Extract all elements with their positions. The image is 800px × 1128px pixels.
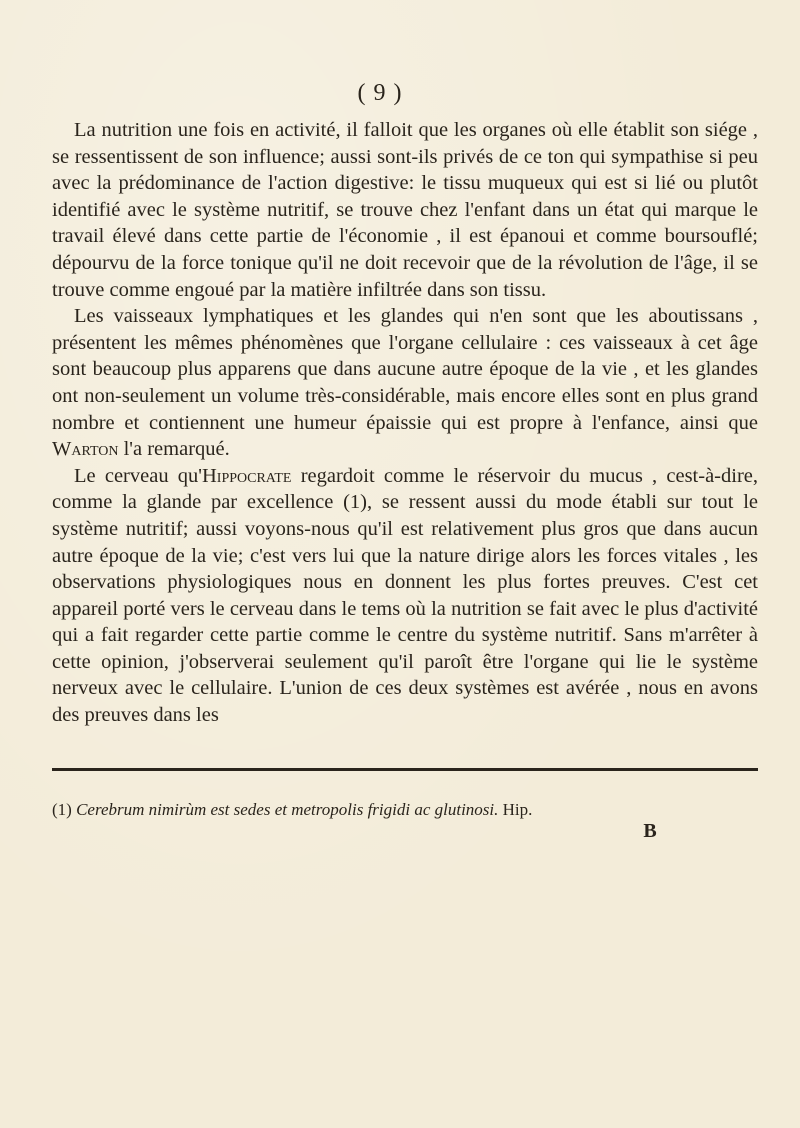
footnote-marker: (1): [52, 800, 72, 819]
author-name: Hippocrate: [201, 464, 292, 487]
paragraph-text: La nutrition une fois en activité, il falloit que les organes où elle établit son siége , se ressentissent de son influence; aussi sont-ils privés de ce ton qui sympathise si peu avec la prédominance de l'action digestive: le tissu muqueux qui est si lié ou plutôt identifié avec le système nutritif, se trouve chez l'enfant dans un état qui marque le travail élevé dans cette partie de l'économie , il est épanoui et comme boursouflé; dépourvu de la force tonique qu'il ne doit recevoir que de la révolution de l'âge, il se trouve comme engoué par la matière infiltrée dans son tissu.: [52, 119, 758, 301]
paragraph-text: Le cerveau qu': [74, 464, 202, 487]
page-number: ( 9 ): [357, 80, 403, 106]
paragraph: [52, 117, 758, 303]
footnote-attribution: Hip.: [502, 800, 533, 819]
paragraph: [52, 463, 758, 729]
paragraph-text: regardoit comme le réservoir du mucus , cest-à-dire, comme la glande par excellence (1), se ressent aussi du mode établi sur tout le système nutritif; aussi voyons-nous qu'il est relativement plus gros que dans aucun autre époque de la vie; c'est vers lui que la nature dirige alors les forces vitales , les observations physiologiques nous en donnent les plus fortes preuves. C'est cet appareil porté vers le cerveau dans le tems où la nutrition se fait avec le plus d'activité qui a fait regarder cette partie comme le centre du système nutritif. Sans m'arrêter à cette opinion, j'observerai seulement qu'il paroît être l'organe qui lie le système nerveux avec le cellulaire. L'union de ces deux systèmes est avérée , nous en avons des preuves dans les: [52, 464, 758, 727]
body-text: [52, 117, 758, 729]
footnote-text: Cerebrum nimirùm est sedes et metropolis frigidi ac glutinosi.: [76, 800, 499, 819]
author-name: Warton: [52, 438, 119, 461]
paragraph-text: l'a remarqué.: [118, 438, 230, 461]
paragraph-text: Les vaisseaux lymphatiques et les glandes qui n'en sont que les aboutissans , présentent les mêmes phénomènes que l'organe cellulaire : ces vaisseaux à cet âge sont beaucoup plus apparens que dans aucune autre époque de la vie , et les glandes ont non-seulement un volume très-considérable, mais encore elles sont en plus grand nombre et contiennent une humeur épaissie qui est propre à l'enfance, ainsi que: [52, 305, 758, 434]
signature-mark: B: [643, 820, 657, 842]
paragraph: [52, 303, 758, 463]
footnote-rule: [52, 768, 758, 771]
footnote: [52, 799, 758, 821]
